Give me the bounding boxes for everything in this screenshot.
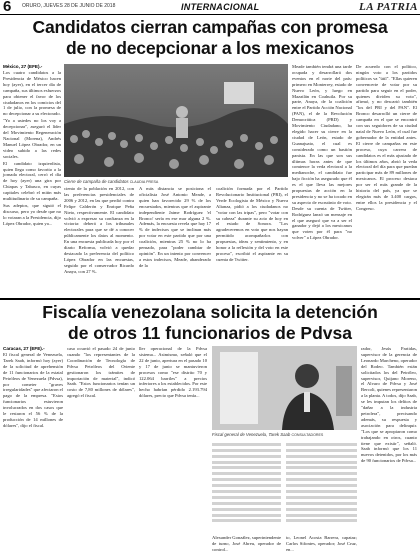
article2-photo-caption bbox=[212, 432, 357, 437]
article2-dateline: Caracas, 27 (EFE).- bbox=[3, 346, 45, 351]
photo-credit: CLAUDIA PRESA bbox=[129, 180, 159, 184]
article2-column-2: caso ocurrió el pasado 24 de junio cuando "los representantes de la Coordinación de Tecnología de Pdvsa Petróleos del Oriente gestionaron los trámites de importación de material", indicó Saab. "Estos funcionarios tenían un costo de 7,80 millones de dólares", agregó el fiscal. bbox=[67, 346, 135, 399]
article1-column-2: ciento de la población en 2012, con las preferencias presidenciales de 2006 y 2012, en las que perdió contra Felipe Calderón y Enrique Peña Nieto, respectivamente. El candidato volvió a expresar su confianza en la victoria: deberá a los tribunales electorales para que se dé a conocer públicamente los datos al momento. En una encuesta publicada hoy por el diario Reforma, volvió a quedar destacado la preferencia del político López Obrador en las encuestas, seguido por el conservador Ricardo Anaya, con 27 %. bbox=[64, 186, 134, 274]
issue-date: ORURO, JUEVES 28 DE JUNIO DE 2018 bbox=[22, 3, 116, 9]
article2-column-5: to, Leonel Acosta Barrera, capataz; Carlos Sifontes, operador; José Cruz, en... bbox=[286, 535, 357, 552]
article2-headline-line2: de otros 11 funcionarios de Pdvsa bbox=[68, 322, 352, 343]
page-header bbox=[0, 0, 420, 15]
caption-text: Fiscal general de Venezuela, Tarek Saab bbox=[212, 432, 291, 437]
article1-headline-line1: Candidatos cierran campañas con promesa bbox=[32, 17, 388, 37]
article1-column-3: A más distancia se posiciona el oficialista José Antonio Meade, a quien han favorecido 29 % de los encuestados, mientras que el aspirante independiente Jaime Rodríguez 'el Bronco' sería en ese mar alguna 2 %. Además, la encuesta revela que hay 17 % de indecisos que se inclinan más por votar en este partido que por una coalición, mientras 25 % no lo ha pensado, para "poder cambiar de opinión". En un intento por convencer a estos indecisos, Meade, abanderado de la bbox=[139, 186, 211, 268]
article1-column-1 bbox=[3, 64, 61, 289]
article-separator bbox=[0, 298, 420, 300]
article2-column-4-placeholder bbox=[212, 440, 281, 538]
page-number: 6 bbox=[3, 0, 12, 15]
article1-paragraph: "Yo a ustedes no los voy a decepcionar", aseguró el líder del Movimiento Regeneración Nacional (Morena), Andrés Manuel López Obrador, en un video subido a las redes sociales. bbox=[3, 118, 61, 159]
article2-column-1 bbox=[3, 346, 63, 544]
article1-headline bbox=[0, 17, 420, 59]
article2-photo bbox=[212, 346, 357, 430]
article2-headline bbox=[0, 302, 420, 343]
article1-paragraph: Sus adeptos, que siguió el discurso, pero yo desde que no lo votaran a la Presidencia, dijo López Obrador, quien ya... bbox=[3, 202, 61, 226]
article2-paragraph: El fiscal general de Venezuela, Tarek Saab, informó hoy (ayer) de la solicitud de aprehensión de 11 funcionarios de la estatal Petróleos de Venezuela (Pdvsa), por cometer "graves irregularidades" que afectaron el pago de la empresa. "Estos funcionarios estuvieron involucrados en dos casos que le restaron el 56 % de la producción de 14 millones de dólares", dijo el fiscal. bbox=[3, 352, 63, 428]
article1-column-4: coalición formada por el Partido Revolucionario Institucional (PRI), el Verde Ecologista de México y Nueva Alianza, pidió a los ciudadanos no "votar con las tripas", pero "votar con su cabeza" durante su acto de hoy en el estado de Sonora. "Los agradeceremos en voto que nos hayan permitido acompañarlos con propuestas, ideas y sentimiento, y en honor a la reflexión y del voto en este proceso", escribió el aspirante en su cuenta de Twitter. bbox=[216, 186, 288, 262]
article2-column-6: rador, Jesús Partidas, supervisor de la gerencia de Leonardo Marcheno, operador del Rodeo. También están solicitados los del Petróleo, supervisor, Quijano Moreno, el Alvaro de Pdvsa y José Bercoli, quienes representaron a la planta. A todos, dijo Saab, se les imputan los delitos de "dañar a la industria petrolera", precisando además, su respuesta y asociación para delinquir. "Los que se apropiaron como trabajando en otros, cuanto tiene que existir", señaló. Saab informó que los 11 nuevos detenidos, por los más de 90 funcionarios de Pdvsa... bbox=[361, 346, 417, 464]
article1-paragraph: Los cuatro candidatos a la Presidencia de México hacen hoy (ayer), en el tercer día de campaña, sus últimos esfuerzos para obtener el favor de los ciudadanos en los comicios del 1 de julio, con la promesa de no decepcionar a su electorado. bbox=[3, 70, 61, 117]
article2-headline-line1: Fiscalía venezolana solicita la detención bbox=[42, 302, 378, 322]
article1-column-5: Meade también tendrá una tarde ocupada y desarrollará dos eventos en el norte del país: primero en Monterrey, estado de Nuevo León, y luego en Mazatlán en Coahuila. Por su parte, Anaya, de la coalición entre el Partido Acción Nacional (PAN), el de la Revolución Democrática (PRD) y Movimiento Ciudadano, ha elegido hacer su cierre en la ciudad de León, estado de Guanajuato, el cual es considerado como un bastión panista. En las que son sus últimas horas antes de que comience la veda electoral a la medianoche, el candidato fue bajo ficción ha asegurado que él es el que lleva las mejores propuestas de acción en la presidencia y no se ha tocado en su aspecto de escrutinio de voto. Desde su cuenta de Twitter, Rodríguez lanzó un mensaje en el que aseguró que va a ser el ganador y dejó a los mexicanos que voten por él para "no volver" a López Obrador. bbox=[292, 64, 352, 241]
photo-credit: CONSULTADORES bbox=[291, 433, 324, 437]
article1-photo bbox=[64, 64, 288, 177]
article1-paragraph: El candidato izquierdista, quien llega como favorito a la jornada electoral, cerró el día de hoy (ayer) una gira por Chiapas y Tabasco, en cuyas capitales celebró el mitin más multitudinario de su campaña. bbox=[3, 160, 61, 202]
article1-photo-caption bbox=[64, 179, 288, 184]
article1-dateline: México, 27 (EFE).- bbox=[3, 64, 43, 69]
article2-column-4: Alexander González, superintendente de turno, José Abreu, operador de control... bbox=[212, 535, 282, 552]
article1-column-6: De acuerdo con el político, ningún voto a los partidos políticos va "útil". "Ellas quieren convencerte de votar por su partido para seguir en el poder, quienes dividen su voto", afirmó, y no descartó también "los del PRI y del PAN". El Bronco desarrolló un cierre de campaña en el que se encontró con sus seguidores de su ciudad natal de Nuevo León, el cual fue gobernador de la entidad antes. El cierre de campañas en este proceso, cuya carrera de candidatos es el más ajustado de los últimos años, abrió la veda electoral del día para que puedan participar más de 89 millones de mexicanos. El proceso destaca por ser el más grande de la historia del país, ya que se elegirán más de 3.400 cargos, entre ellos la presidencia y el Congreso. bbox=[356, 64, 417, 211]
article2-column-5-placeholder bbox=[286, 440, 357, 538]
article1-headline-line2: de no decepcionar a los mexicanos bbox=[65, 38, 355, 58]
caption-text: Cierre de campaña de candidatos bbox=[64, 179, 129, 184]
article2-column-3: ller operacional de la Pdvsa sistema... Asimismo, señaló que el 22 de junio, apertura en el pasado 10 y 17 de junio se mantuvieron procesos como "ese distrito 70 y 122.064 barriles" a precios inferiores a los establecidos. Por este hecho habrían pérdido 2.193.794 dólares, precio que Pdvsa tenía... bbox=[139, 346, 207, 399]
prosecutor-portrait-image bbox=[212, 346, 357, 430]
campaign-rally-image bbox=[64, 64, 288, 177]
section-title: INTERNACIONAL bbox=[181, 2, 260, 12]
newspaper-name: LA PATRIA bbox=[358, 1, 418, 13]
